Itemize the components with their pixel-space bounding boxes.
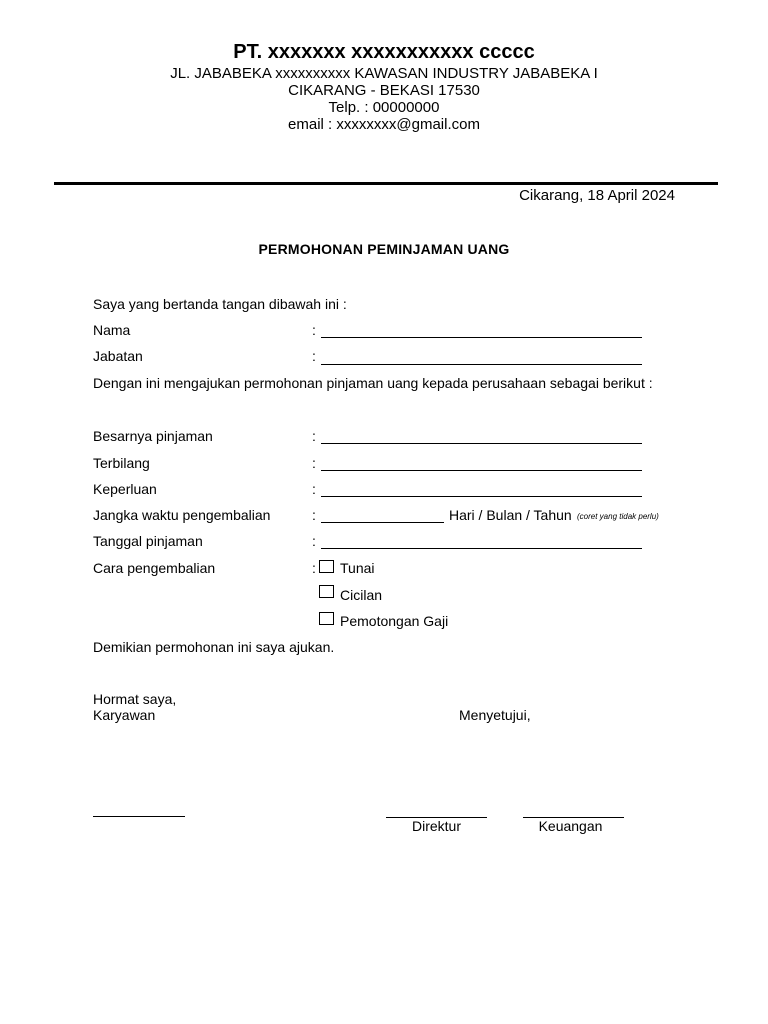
document-title: PERMOHONAN PEMINJAMAN UANG [258, 241, 510, 257]
field-line-jangka-waktu[interactable] [321, 522, 444, 523]
field-label-jangka-waktu: Jangka waktu pengembalian [93, 507, 271, 523]
duration-note: (coret yang tidak perlu) [577, 512, 659, 521]
field-line-keperluan[interactable] [321, 496, 642, 497]
approval-label: Menyetujui, [459, 707, 531, 723]
field-label-keperluan: Keperluan [93, 481, 157, 497]
company-address-line1: JL. JABABEKA xxxxxxxxxx KAWASAN INDUSTRY JABABEKA I [170, 65, 598, 82]
field-colon: : [312, 481, 316, 497]
field-line-jabatan[interactable] [321, 364, 642, 365]
option-label-pemotongan-gaji: Pemotongan Gaji [340, 613, 449, 629]
intro-text: Saya yang bertanda tangan dibawah ini : [93, 296, 347, 312]
checkbox-tunai[interactable] [319, 560, 334, 573]
field-colon: : [312, 348, 316, 364]
company-address-line2: CIKARANG - BEKASI 17530 [288, 82, 480, 99]
field-line-tanggal-pinjaman[interactable] [321, 548, 642, 549]
field-colon: : [312, 428, 316, 444]
field-colon: : [312, 533, 316, 549]
closing-text: Demikian permohonan ini saya ajukan. [93, 639, 335, 655]
field-colon: : [312, 560, 316, 576]
signature-line-employee[interactable] [93, 816, 185, 817]
checkbox-cicilan[interactable] [319, 585, 334, 598]
field-label-cara-pengembalian: Cara pengembalian [93, 560, 216, 576]
company-name: PT. xxxxxxx xxxxxxxxxxx ccccc [233, 41, 535, 63]
letter-date: Cikarang, 18 April 2024 [519, 187, 675, 204]
field-colon: : [312, 507, 316, 523]
employee-label: Karyawan [93, 707, 156, 723]
field-label-nama: Nama [93, 322, 131, 338]
field-line-nama[interactable] [321, 337, 642, 338]
request-text: Dengan ini mengajukan permohonan pinjaman uang kepada perusahaan sebagai berikut : [93, 375, 653, 391]
option-label-tunai: Tunai [340, 560, 375, 576]
field-line-terbilang[interactable] [321, 470, 642, 471]
field-colon: : [312, 322, 316, 338]
duration-unit-text: Hari / Bulan / Tahun [449, 507, 572, 523]
regards-text: Hormat saya, [93, 691, 177, 707]
option-label-cicilan: Cicilan [340, 587, 383, 603]
field-label-besarnya-pinjaman: Besarnya pinjaman [93, 428, 213, 444]
field-line-besarnya-pinjaman[interactable] [321, 443, 642, 444]
field-colon: : [312, 455, 316, 471]
field-label-jabatan: Jabatan [93, 348, 143, 364]
company-email: email : xxxxxxxx@gmail.com [288, 116, 480, 133]
field-label-terbilang: Terbilang [93, 455, 150, 471]
company-phone: Telp. : 00000000 [328, 99, 440, 116]
finance-label: Keuangan [538, 818, 603, 834]
director-label: Direktur [411, 818, 461, 834]
field-label-tanggal-pinjaman: Tanggal pinjaman [93, 533, 203, 549]
header-divider [54, 182, 718, 185]
checkbox-pemotongan-gaji[interactable] [319, 612, 334, 625]
